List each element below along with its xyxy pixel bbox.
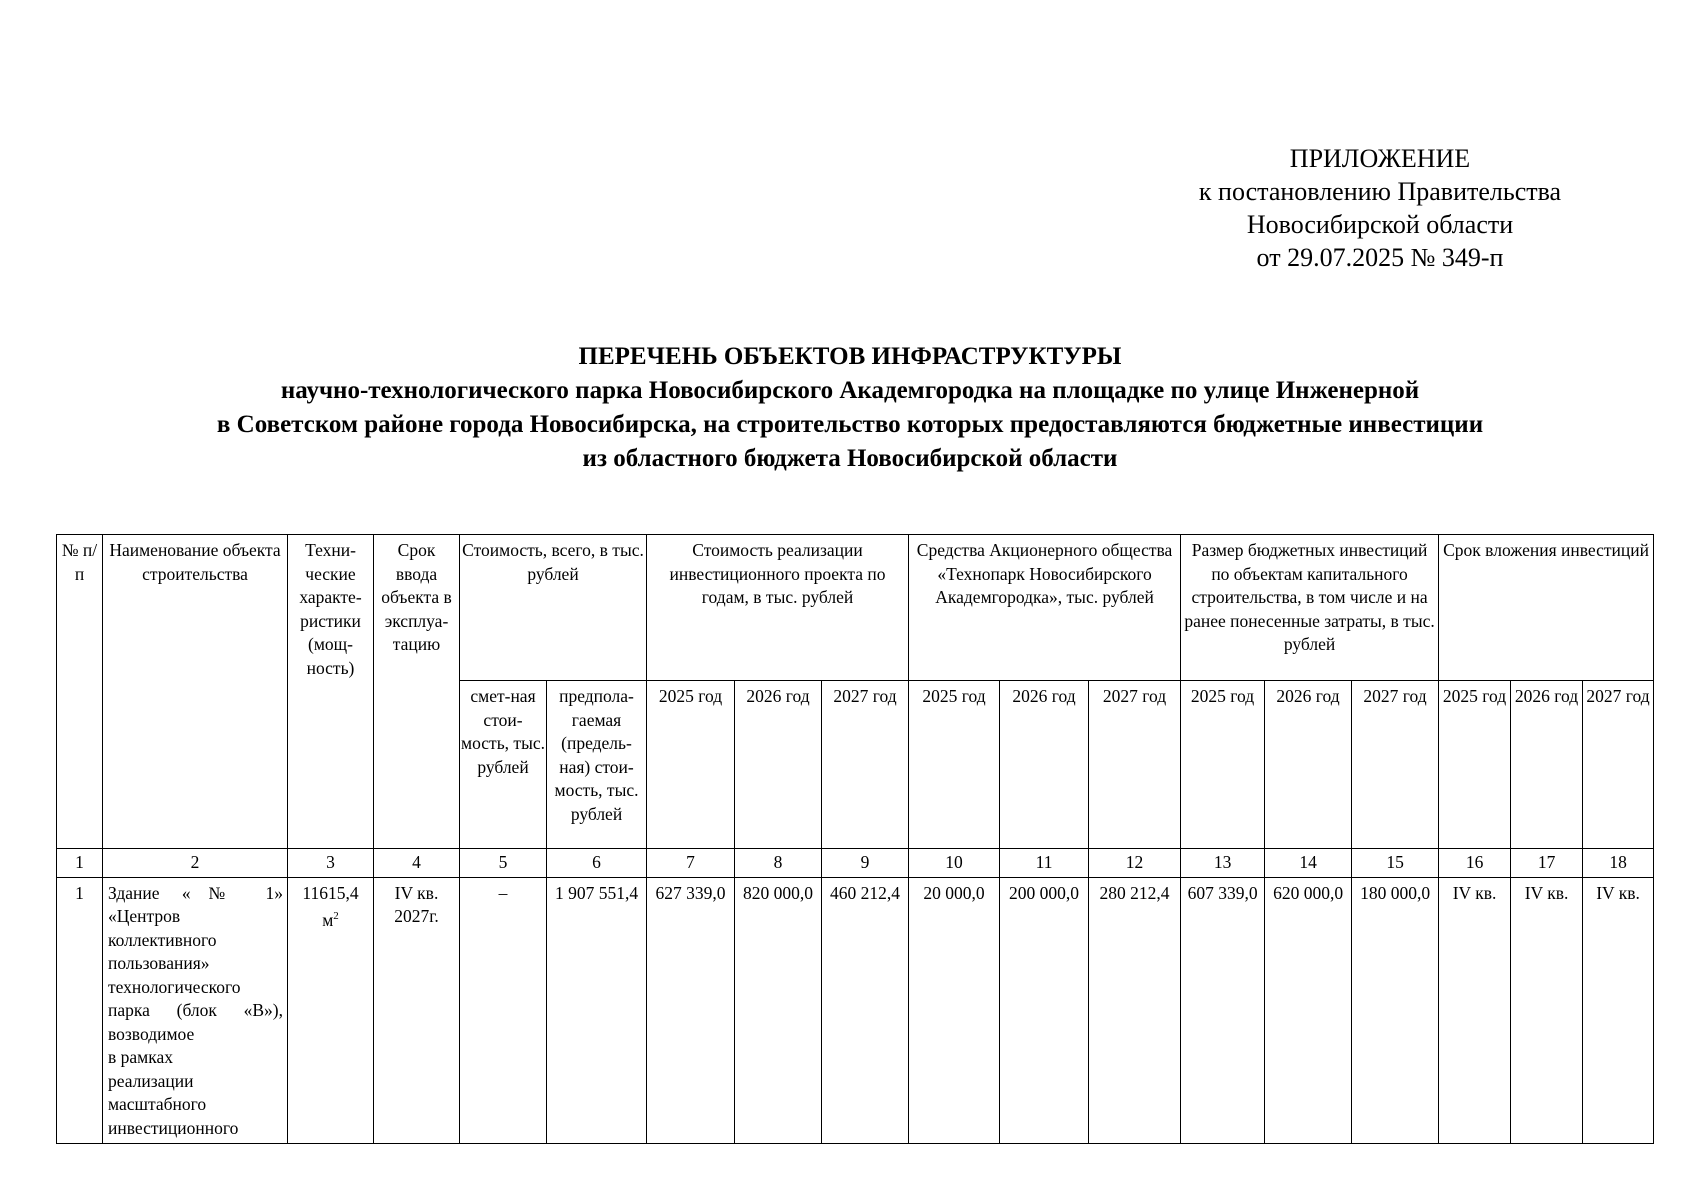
header-cost-total: Стоимость, всего, в тыс. рублей xyxy=(460,535,647,681)
column-number: 17 xyxy=(1511,849,1583,878)
title-line: из областного бюджета Новосибирской области xyxy=(582,445,1118,472)
title-line: научно-технологического парка Новосибирского Академгородка на площадке по улице Инженерной xyxy=(280,377,1420,404)
column-number: 5 xyxy=(460,849,547,878)
header-year-2025: 2025 год xyxy=(1181,681,1265,849)
cost-2025: 627 339,0 xyxy=(647,877,735,1143)
object-name-line: Здание «№ 1» xyxy=(108,882,283,903)
object-name-line: коллективного xyxy=(108,929,217,950)
column-number: 2 xyxy=(103,849,288,878)
capacity-unit-exponent: 2 xyxy=(333,910,339,922)
object-name-line: возводимое xyxy=(108,1023,195,1044)
header-budget: Размер бюджетных инвестиций по объектам капитального строительства, в том числе и на ранее понесенные затраты, в тыс. рублей xyxy=(1181,535,1439,681)
object-name-line: технологического xyxy=(108,976,241,997)
estimate-cost: – xyxy=(460,877,547,1143)
column-number: 10 xyxy=(909,849,1000,878)
header-num: № п/п xyxy=(57,535,103,849)
budget-2027: 180 000,0 xyxy=(1352,877,1439,1143)
column-number: 3 xyxy=(288,849,374,878)
appendix-line: Новосибирской области xyxy=(1246,210,1514,239)
column-number: 8 xyxy=(735,849,822,878)
invest-term-2026: IV кв. xyxy=(1511,877,1583,1143)
header-year-2026: 2026 год xyxy=(1265,681,1352,849)
object-name-line: реализации xyxy=(108,1070,194,1091)
row-num: 1 xyxy=(57,877,103,1143)
header-cost-years: Стоимость реализации инвестиционного проекта по годам, в тыс. рублей xyxy=(647,535,909,681)
column-number: 9 xyxy=(822,849,909,878)
header-year-2026: 2026 год xyxy=(735,681,822,849)
appendix-date-number: от 29.07.2025 № 349-п xyxy=(1256,243,1504,272)
column-number: 12 xyxy=(1089,849,1181,878)
object-name-line: «Центров xyxy=(108,906,181,926)
header-limit: предпола-гаемая (предель-ная) стои-мость, тыс. рублей xyxy=(547,681,647,849)
header-name: Наименование объекта строительства xyxy=(103,535,288,849)
header-year-2025: 2025 год xyxy=(1439,681,1511,849)
capacity-value: 11615,4 xyxy=(302,882,359,903)
column-number: 11 xyxy=(1000,849,1089,878)
appendix-line: к постановлению Правительства xyxy=(1198,177,1562,206)
invest-term-2025: IV кв. xyxy=(1439,877,1511,1143)
technopark-2025: 20 000,0 xyxy=(909,877,1000,1143)
header-invest-term: Срок вложения инвестиций xyxy=(1439,535,1654,681)
object-name-line: парка (блок «В»), xyxy=(108,1000,283,1020)
technopark-2026: 200 000,0 xyxy=(1000,877,1089,1143)
header-year-2027: 2027 год xyxy=(1583,681,1654,849)
appendix-header xyxy=(1170,142,1590,274)
budget-2026: 620 000,0 xyxy=(1265,877,1352,1143)
header-year-2025: 2025 год xyxy=(647,681,735,849)
header-year-2027: 2027 год xyxy=(822,681,909,849)
budget-2025: 607 339,0 xyxy=(1181,877,1265,1143)
header-row xyxy=(57,535,1654,681)
column-number: 6 xyxy=(547,849,647,878)
header-technopark: Средства Акционерного общества «Технопарк Новосибирского Академгородка», тыс. рублей xyxy=(909,535,1181,681)
header-year-2026: 2026 год xyxy=(1000,681,1089,849)
appendix-title: ПРИЛОЖЕНИЕ xyxy=(1289,144,1471,173)
title-line: в Советском районе города Новосибирска, на строительство которых предоставляются бюджетные инвестиции xyxy=(216,411,1484,438)
infrastructure-table xyxy=(56,534,1654,1144)
object-name xyxy=(103,877,288,1143)
header-year-2026: 2026 год xyxy=(1511,681,1583,849)
column-number: 18 xyxy=(1583,849,1654,878)
header-estimate: смет-ная стои-мость, тыс. рублей xyxy=(460,681,547,849)
header-year-2027: 2027 год xyxy=(1089,681,1181,849)
document-title xyxy=(60,340,1640,476)
column-number: 14 xyxy=(1265,849,1352,878)
capacity xyxy=(288,877,374,1143)
column-number: 16 xyxy=(1439,849,1511,878)
column-number: 1 xyxy=(57,849,103,878)
cost-2027: 460 212,4 xyxy=(822,877,909,1143)
header-year-2025: 2025 год xyxy=(909,681,1000,849)
cost-2026: 820 000,0 xyxy=(735,877,822,1143)
column-number: 4 xyxy=(374,849,460,878)
header-tech: Техни-ческие характе-ристики (мощ-ность) xyxy=(288,535,374,849)
column-number: 13 xyxy=(1181,849,1265,878)
object-name-line: пользования» xyxy=(108,953,210,973)
object-name-line: в рамках xyxy=(108,1047,173,1067)
invest-term-2027: IV кв. xyxy=(1583,877,1654,1143)
column-number: 15 xyxy=(1352,849,1439,878)
header-term: Срок ввода объекта в эксплуа-тацию xyxy=(374,535,460,849)
title-line: ПЕРЕЧЕНЬ ОБЪЕКТОВ ИНФРАСТРУКТУРЫ xyxy=(578,343,1122,370)
table-row xyxy=(57,877,1654,1143)
column-numbers-row xyxy=(57,849,1654,878)
commissioning-term: IV кв. 2027г. xyxy=(374,877,460,1143)
object-name-line: масштабного xyxy=(108,1094,207,1114)
column-number: 7 xyxy=(647,849,735,878)
limit-cost: 1 907 551,4 xyxy=(547,877,647,1143)
header-year-2027: 2027 год xyxy=(1352,681,1439,849)
object-name-line: инвестиционного xyxy=(108,1117,239,1138)
capacity-unit: м xyxy=(322,909,334,930)
technopark-2027: 280 212,4 xyxy=(1089,877,1181,1143)
